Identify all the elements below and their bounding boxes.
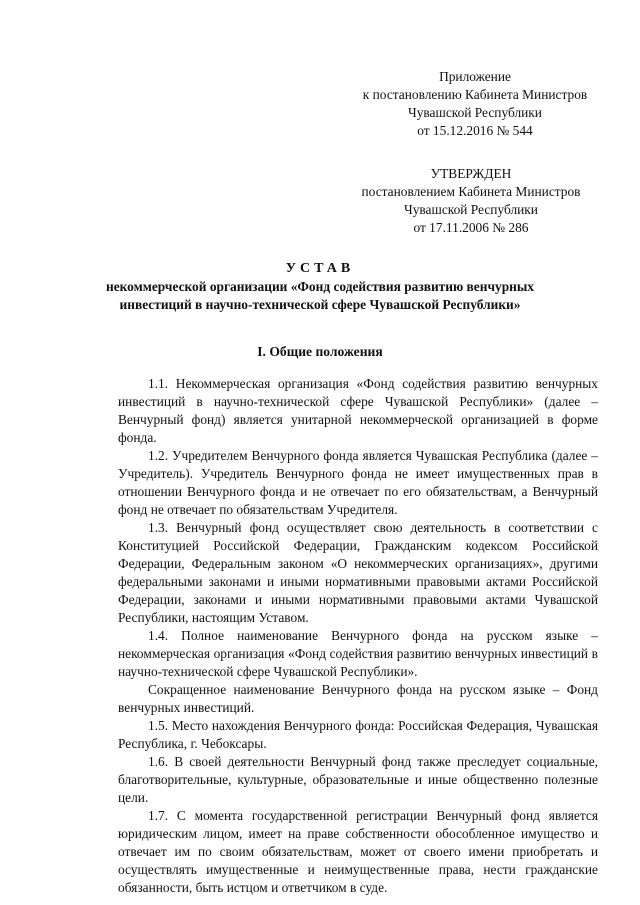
approved-header (344, 165, 598, 237)
document-title (92, 260, 548, 314)
document-subtitle-line-2: инвестиций в научно-технической сфере Чувашской Республики» (119, 297, 521, 312)
paragraph-1-6: 1.6. В своей деятельности Венчурный фонд также преследует социальные, благотворительные, культурные, образовательные и иные общественно полезные цели. (118, 754, 598, 805)
document-subtitle-line-1: некоммерческой организации «Фонд содействия развитию венчурных (105, 279, 535, 294)
approved-line-resolution: постановлением Кабинета Министров (361, 184, 581, 199)
approved-line-republic: Чувашской Республики (404, 202, 538, 217)
paragraph-1-1: 1.1. Некоммерческая организация «Фонд содействия развитию венчурных инвестиций в научно-технической сфере Чувашской Республики» (далее – Венчурный фонд) является унитарной некоммерческой организацией в форме фонда. (118, 376, 598, 445)
appendix-line-date: от 15.12.2016 № 544 (417, 123, 533, 138)
appendix-line-resolution: к постановлению Кабинета Министров (362, 87, 588, 102)
document-body (118, 375, 598, 897)
document-heading: УСТАВ (285, 261, 355, 276)
paragraph-short-name: Сокращенное наименование Венчурного фонда на русском языке – Фонд венчурных инвестиций. (118, 682, 598, 715)
paragraph-1-4: 1.4. Полное наименование Венчурного фонда на русском языке – некоммерческая организация «Фонд содействия развитию венчурных инвестиций в научно-технической сфере Чувашской Республики». (118, 628, 598, 679)
paragraph-1-7: 1.7. С момента государственной регистрации Венчурный фонд является юридическим лицом, имеет на праве собственности обособленное имущество и отвечает им по своим обязательствам, может от своего имени приобретать и осуществлять имущественные и неимущественные права, нести гражданские обязанности, быть истцом и ответчиком в суде. (118, 808, 598, 895)
appendix-title: Приложение (439, 69, 511, 84)
paragraph-1-5: 1.5. Место нахождения Венчурного фонда: Российская Федерация, Чувашская Республика, г. Чебоксары. (118, 718, 598, 751)
approved-title: УТВЕРЖДЕН (430, 166, 512, 181)
approved-line-date: от 17.11.2006 № 286 (413, 220, 529, 235)
paragraph-1-3: 1.3. Венчурный фонд осуществляет свою деятельность в соответствии с Конституцией Российской Федерации, Гражданским кодексом Российской Федерации, Федеральным законом «О некоммерческих организациях», другими федеральными законами и иными нормативными правовыми актами Российской Федерации, законами и иными нормативными правовыми актами Чувашской Республики, настоящим Уставом. (118, 520, 598, 625)
appendix-header (352, 68, 598, 140)
paragraph-1-2: 1.2. Учредителем Венчурного фонда является Чувашская Республика (далее – Учредитель). Учредитель Венчурного фонда не имеет имущественных прав в отношении Венчурного фонда и не отвечает по его обязательствам, а Венчурный фонд не отвечает по обязательствам Учредителя. (118, 448, 598, 517)
section-heading: I. Общие положения (257, 344, 383, 359)
appendix-line-republic: Чувашской Республики (408, 105, 542, 120)
